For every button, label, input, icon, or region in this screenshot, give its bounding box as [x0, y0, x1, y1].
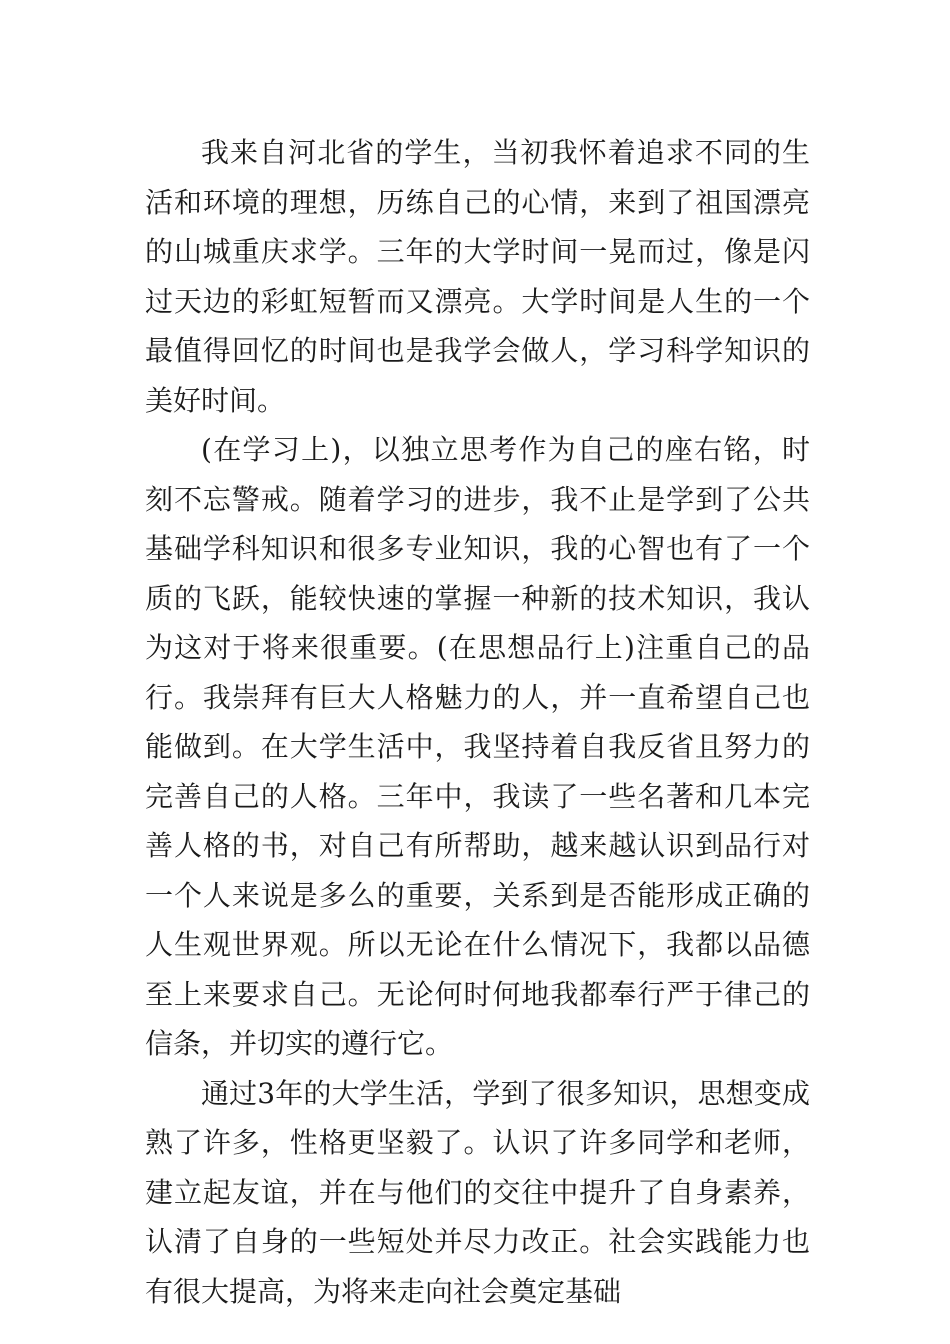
paragraph-intro: 我来自河北省的学生，当初我怀着追求不同的生活和环境的理想，历练自己的心情，来到了祖国漂亮的山城重庆求学。三年的大学时间一晃而过，像是闪过天边的彩虹短暂而又漂亮。大学时间是人生的一个最值得回忆的时间也是我学会做人，学习科学知识的美好时间。 — [145, 136, 810, 417]
paragraph-summary: 通过3年的大学生活，学到了很多知识，思想变成熟了许多，性格更坚毅了。认识了许多同学和老师，建立起友谊，并在与他们的交往中提升了自身素养，认清了自身的一些短处并尽力改正。社会实践能力也有很大提高，为将来走向社会奠定基础 — [145, 1076, 810, 1308]
document-body — [145, 128, 810, 1316]
paragraph-study-and-character: (在学习上)，以独立思考作为自己的座右铭，时刻不忘警戒。随着学习的进步，我不止是学到了公共基础学科知识和很多专业知识，我的心智也有了一个质的飞跃，能较快速的掌握一种新的技术知识，我认为这对于将来很重要。(在思想品行上)注重自己的品行。我崇拜有巨大人格魅力的人，并一直希望自己也能做到。在大学生活中，我坚持着自我反省且努力的完善自己的人格。三年中，我读了一些名著和几本完善人格的书，对自己有所帮助，越来越认识到品行对一个人来说是多么的重要，关系到是否能形成正确的人生观世界观。所以无论在什么情况下，我都以品德至上来要求自己。无论何时何地我都奉行严于律己的信条，并切实的遵行它。 — [145, 433, 810, 1060]
